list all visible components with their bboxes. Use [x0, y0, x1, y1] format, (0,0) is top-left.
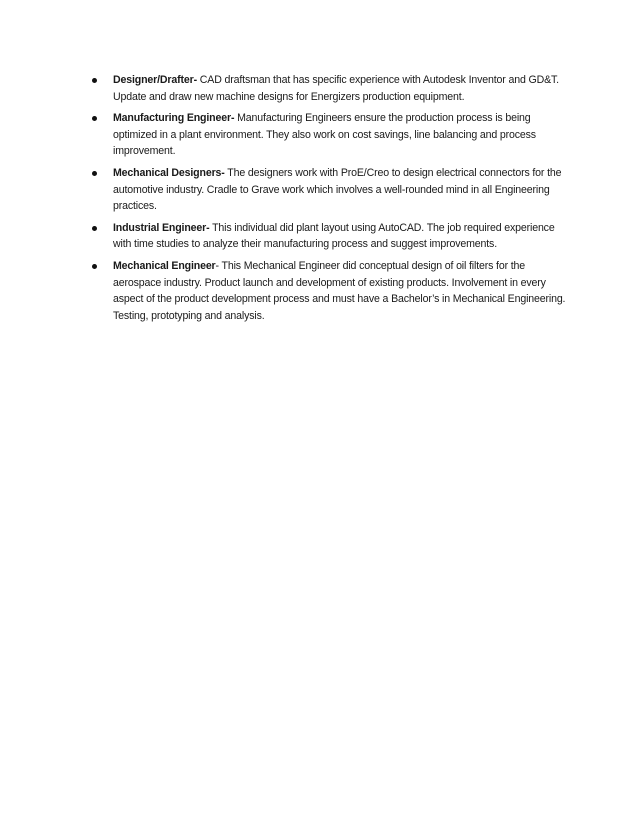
item-text: The designers work with ProE/Creo to design electrical connectors for the automotive industry. Cradle to Grave work which involves a well-rounded mind in all Engineering practices.: [113, 166, 562, 213]
list-item-designer-drafter: [92, 72, 572, 105]
item-term: Industrial Engineer-: [113, 221, 210, 234]
item-text: CAD draftsman that has specific experience with Autodesk Inventor and GD&T. Update and draw new machine designs for Energizers production equipment.: [113, 74, 559, 103]
item-term: Designer/Drafter-: [113, 74, 197, 86]
job-description-list: [92, 72, 572, 329]
list-item-manufacturing-engineer: [92, 110, 572, 160]
bullet-icon: [92, 116, 97, 121]
bullet-icon: [92, 264, 97, 269]
item-term: Manufacturing Engineer-: [113, 112, 235, 125]
bullet-icon: [92, 78, 97, 83]
bullet-icon: [92, 226, 97, 231]
list-item-industrial-engineer: [92, 220, 572, 253]
list-item-mechanical-engineer: [92, 258, 572, 324]
item-text: This individual did plant layout using AutoCAD. The job required experience with time studies to analyze their manufacturing process and suggest improvements.: [113, 221, 555, 251]
item-term: Mechanical Engineer: [113, 259, 216, 272]
item-text: - This Mechanical Engineer did conceptual design of oil filters for the aerospace industry. Product launch and development of existing products. Involvement in every aspect of the product development process and must have a Bachelor’s in Mechanical Engineering. Testing, prototyping and analysis.: [113, 259, 566, 322]
item-term: Mechanical Designers-: [113, 166, 225, 179]
item-text: Manufacturing Engineers ensure the production process is being optimized in a plant environment. They also work on cost savings, line balancing and process improvement.: [113, 112, 536, 158]
bullet-icon: [92, 171, 97, 176]
list-item-mechanical-designers: [92, 165, 572, 215]
